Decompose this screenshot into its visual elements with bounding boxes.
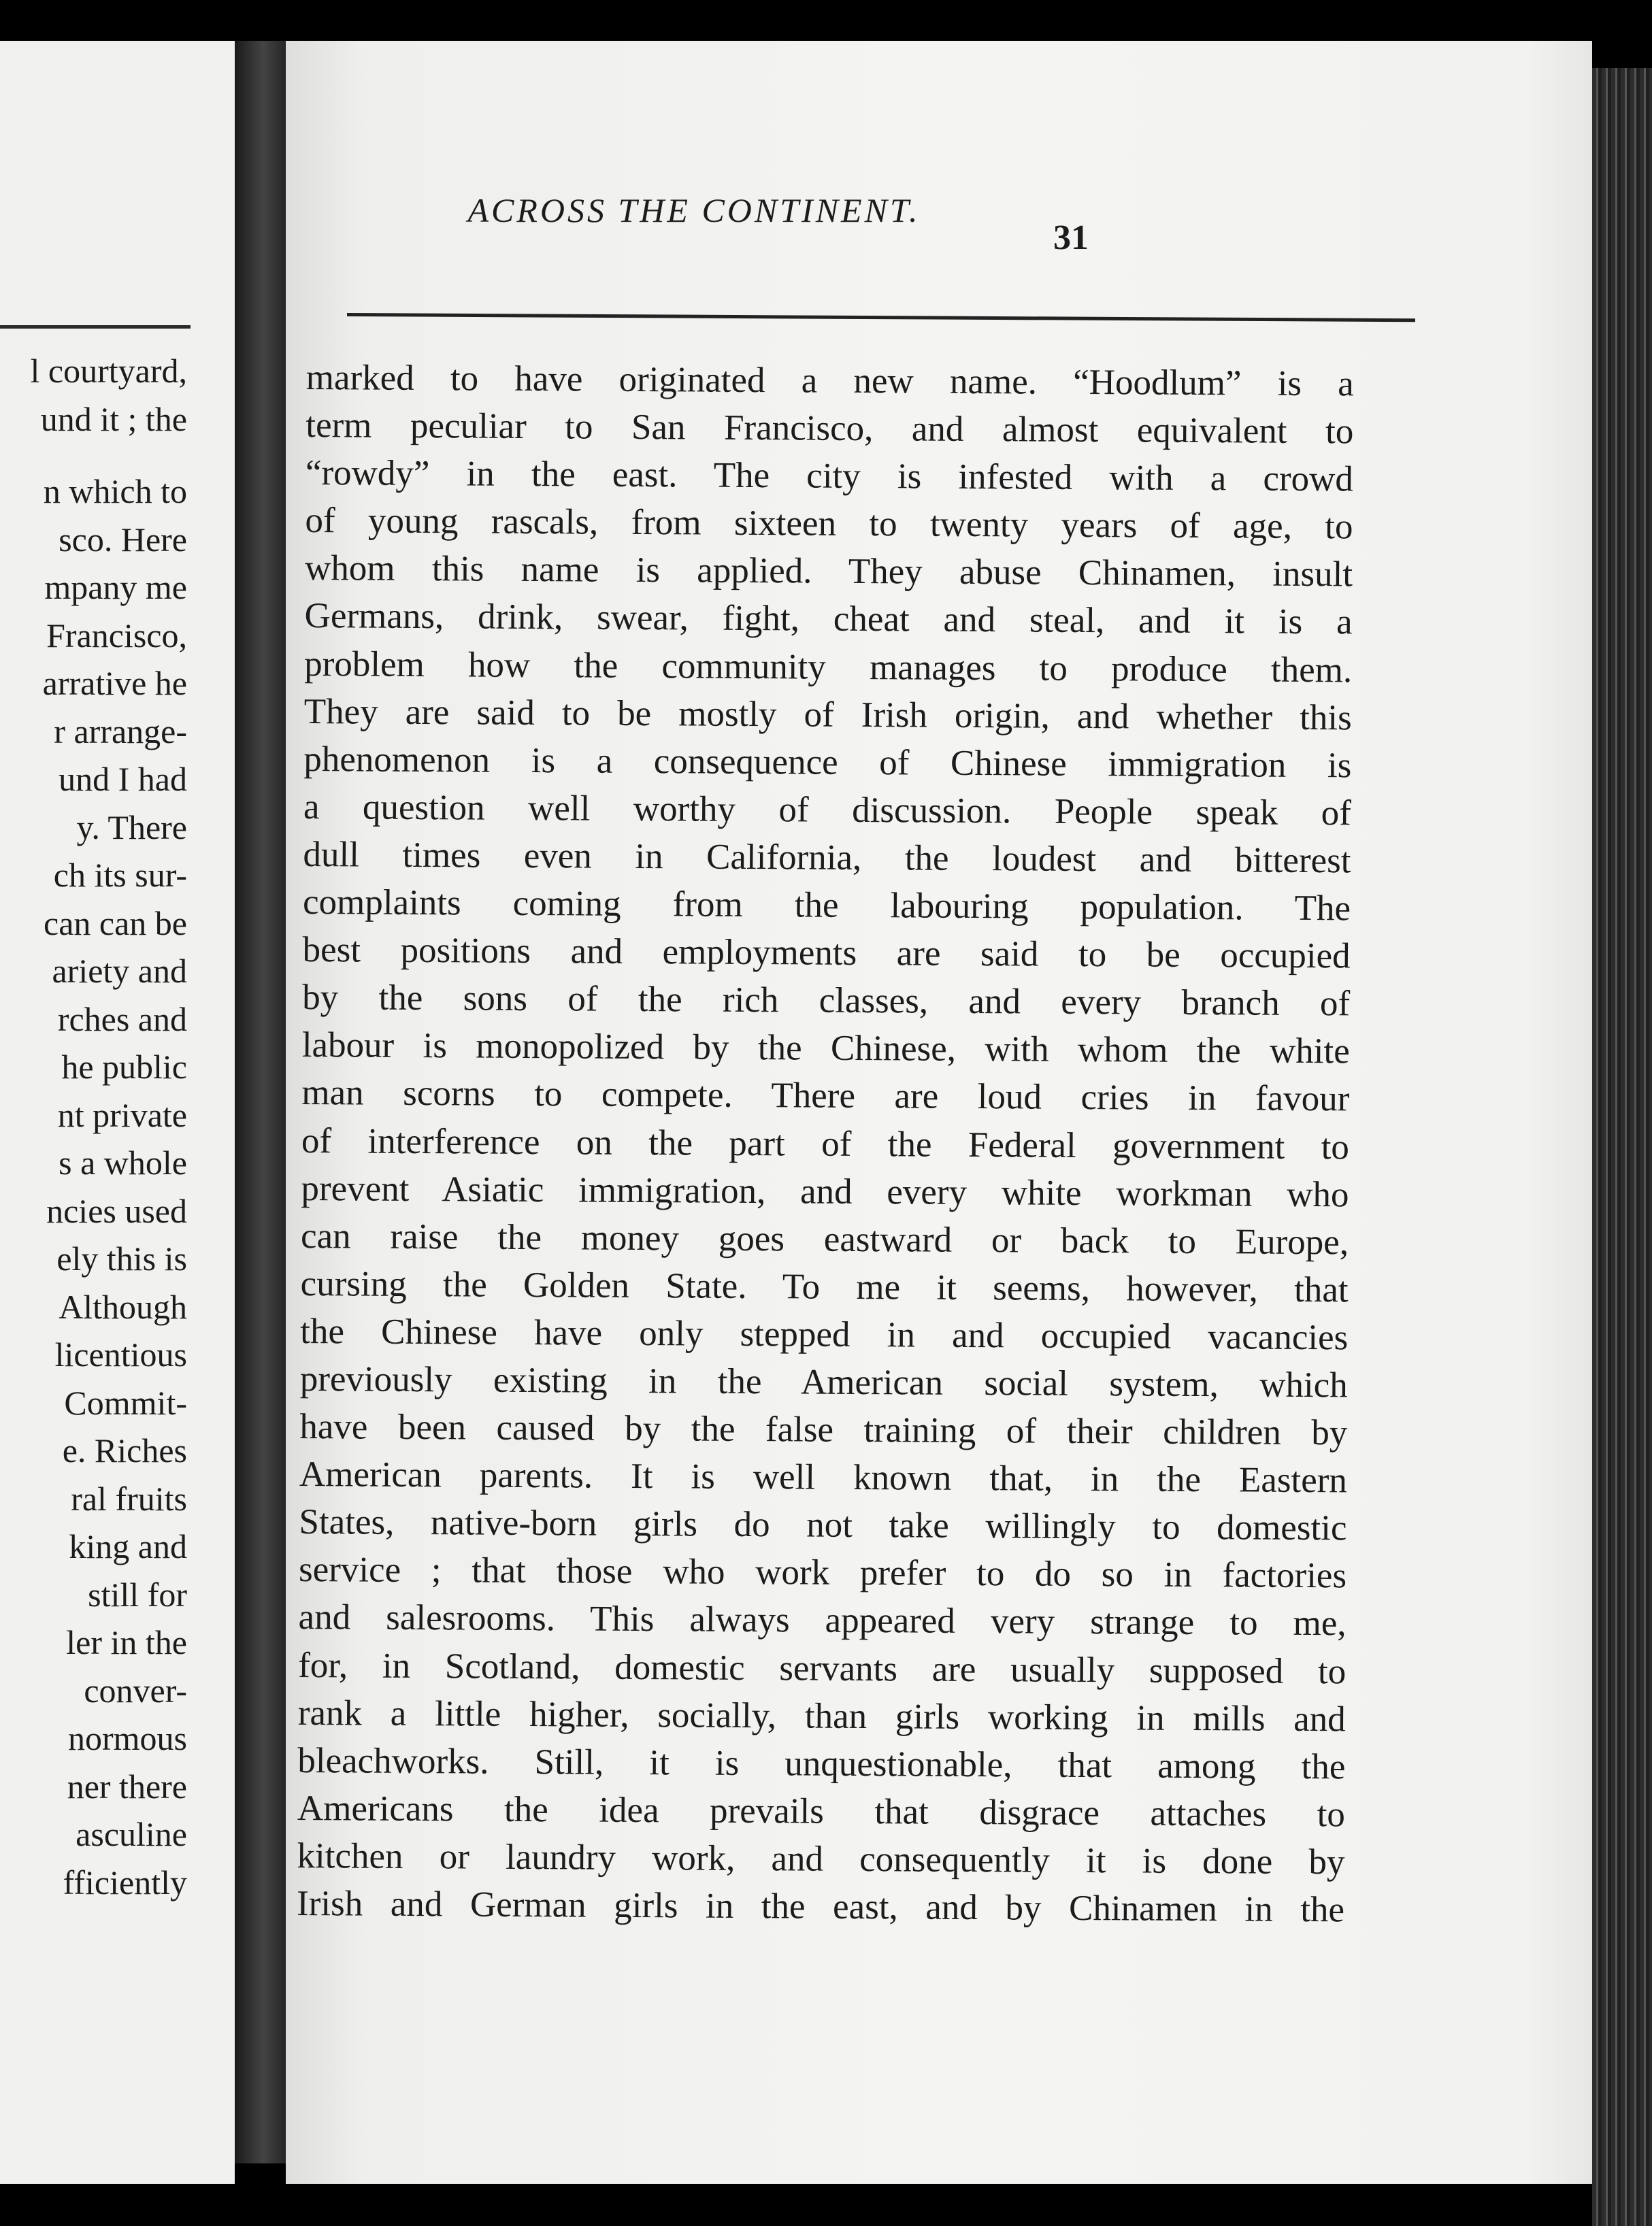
left-line: normous bbox=[68, 1719, 187, 1757]
text-line: They are said to be mostly of Irish origin, and whether this bbox=[303, 691, 1352, 738]
left-line: nt private bbox=[57, 1095, 187, 1134]
left-line: arrative he bbox=[42, 664, 187, 702]
left-line: rches and bbox=[57, 999, 187, 1038]
left-line: ner there bbox=[67, 1767, 187, 1806]
left-line: und it ; the bbox=[40, 399, 187, 438]
text-line: and salesrooms. This always appeared very strange to me, bbox=[298, 1597, 1347, 1644]
left-line: r arrange- bbox=[54, 712, 187, 750]
left-line: he public bbox=[61, 1048, 187, 1086]
text-line: kitchen or laundry work, and consequently it is done by bbox=[297, 1835, 1345, 1882]
left-line: asculine bbox=[76, 1815, 187, 1853]
page-number: 31 bbox=[1053, 218, 1089, 257]
left-line: ch its sur- bbox=[53, 856, 187, 894]
left-line: n which to bbox=[43, 472, 187, 510]
left-line: ariety and bbox=[52, 952, 187, 990]
left-line: conver- bbox=[84, 1671, 187, 1710]
text-line: Irish and German girls in the east, and by Chinamen in the bbox=[296, 1883, 1345, 1930]
left-line: s a whole bbox=[59, 1144, 187, 1182]
book-gutter bbox=[235, 41, 286, 2163]
left-line: fficiently bbox=[63, 1863, 187, 1901]
header-rule bbox=[347, 313, 1415, 322]
text-line: Americans the idea prevails that disgrace attaches to bbox=[297, 1788, 1346, 1835]
text-line: marked to have originated a new name. “Hoodlum” is a bbox=[305, 357, 1354, 404]
left-facing-page bbox=[0, 41, 235, 2184]
running-head: ACROSS THE CONTINENT. bbox=[467, 191, 921, 229]
text-line: phenomenon is a consequence of Chinese immigration is bbox=[303, 739, 1352, 786]
text-line: American parents. It is well known that, in the Eastern bbox=[299, 1455, 1348, 1501]
left-line: ler in the bbox=[66, 1623, 187, 1661]
text-line: whom this name is applied. They abuse Chinamen, insult bbox=[304, 548, 1353, 595]
left-line: can can be bbox=[44, 903, 187, 942]
left-line: sco. Here bbox=[59, 520, 187, 559]
left-line: ral fruits bbox=[71, 1479, 187, 1518]
text-line: service ; that those who work prefer to do so in factories bbox=[298, 1550, 1347, 1596]
text-line: by the sons of the rich classes, and every branch of bbox=[302, 978, 1351, 1024]
text-line: Germans, drink, swear, fight, cheat and steal, and it is a bbox=[304, 596, 1353, 642]
left-line: ncies used bbox=[46, 1191, 187, 1230]
text-line: the Chinese have only stepped in and occupied vacancies bbox=[300, 1311, 1349, 1358]
right-page bbox=[286, 41, 1592, 2184]
text-line: for, in Scotland, domestic servants are usually supposed to bbox=[298, 1645, 1347, 1691]
text-line: prevent Asiatic immigration, and every white workman who bbox=[301, 1168, 1349, 1214]
page-edges bbox=[1592, 68, 1652, 2226]
left-line: still for bbox=[88, 1575, 187, 1614]
left-line: e. Riches bbox=[62, 1431, 187, 1469]
text-line: previously existing in the American social system, which bbox=[299, 1359, 1348, 1406]
left-line: licentious bbox=[54, 1335, 187, 1374]
text-line: man scorns to compete. There are loud cries in favour bbox=[301, 1073, 1350, 1119]
left-line: Commit- bbox=[64, 1383, 187, 1422]
text-line: “rowdy” in the east. The city is infested with a crowd bbox=[305, 453, 1354, 499]
left-line: y. There bbox=[76, 808, 187, 846]
left-line: king and bbox=[69, 1527, 187, 1565]
text-line: bleachworks. Still, it is unquestionable, that among the bbox=[297, 1740, 1346, 1787]
text-line: dull times even in California, the loudest and bitterest bbox=[303, 834, 1351, 881]
text-line: of young rascals, from sixteen to twenty years of age, to bbox=[305, 501, 1353, 547]
text-line: rank a little higher, socially, than girls working in mills and bbox=[297, 1693, 1346, 1739]
left-line: Although bbox=[59, 1287, 187, 1326]
left-page-rule bbox=[0, 325, 191, 329]
left-line: und I had bbox=[59, 760, 187, 798]
text-line: can raise the money goes eastward or back to Europe, bbox=[300, 1216, 1349, 1263]
text-line: complaints coming from the labouring population. The bbox=[302, 882, 1351, 929]
text-line: term peculiar to San Francisco, and almost equivalent to bbox=[305, 405, 1354, 452]
text-line: of interference on the part of the Federal government to bbox=[301, 1120, 1350, 1167]
left-line: ely this is bbox=[56, 1240, 187, 1278]
left-page-text bbox=[0, 347, 187, 1906]
left-line: mpany me bbox=[44, 568, 187, 606]
text-line: have been caused by the false training of their children by bbox=[299, 1407, 1348, 1453]
text-line: best positions and employments are said to be occupied bbox=[302, 930, 1351, 976]
left-line: l courtyard, bbox=[30, 352, 187, 390]
left-line: Francisco, bbox=[46, 616, 187, 654]
text-line: cursing the Golden State. To me it seems, however, that bbox=[300, 1263, 1349, 1310]
text-line: labour is monopolized by the Chinese, with whom the white bbox=[301, 1025, 1350, 1072]
text-line: a question well worthy of discussion. People speak of bbox=[303, 786, 1352, 833]
text-line: States, native-born girls do not take willingly to domestic bbox=[299, 1502, 1347, 1548]
text-line: problem how the community manages to produce them. bbox=[304, 644, 1353, 690]
body-text bbox=[297, 354, 1354, 1933]
